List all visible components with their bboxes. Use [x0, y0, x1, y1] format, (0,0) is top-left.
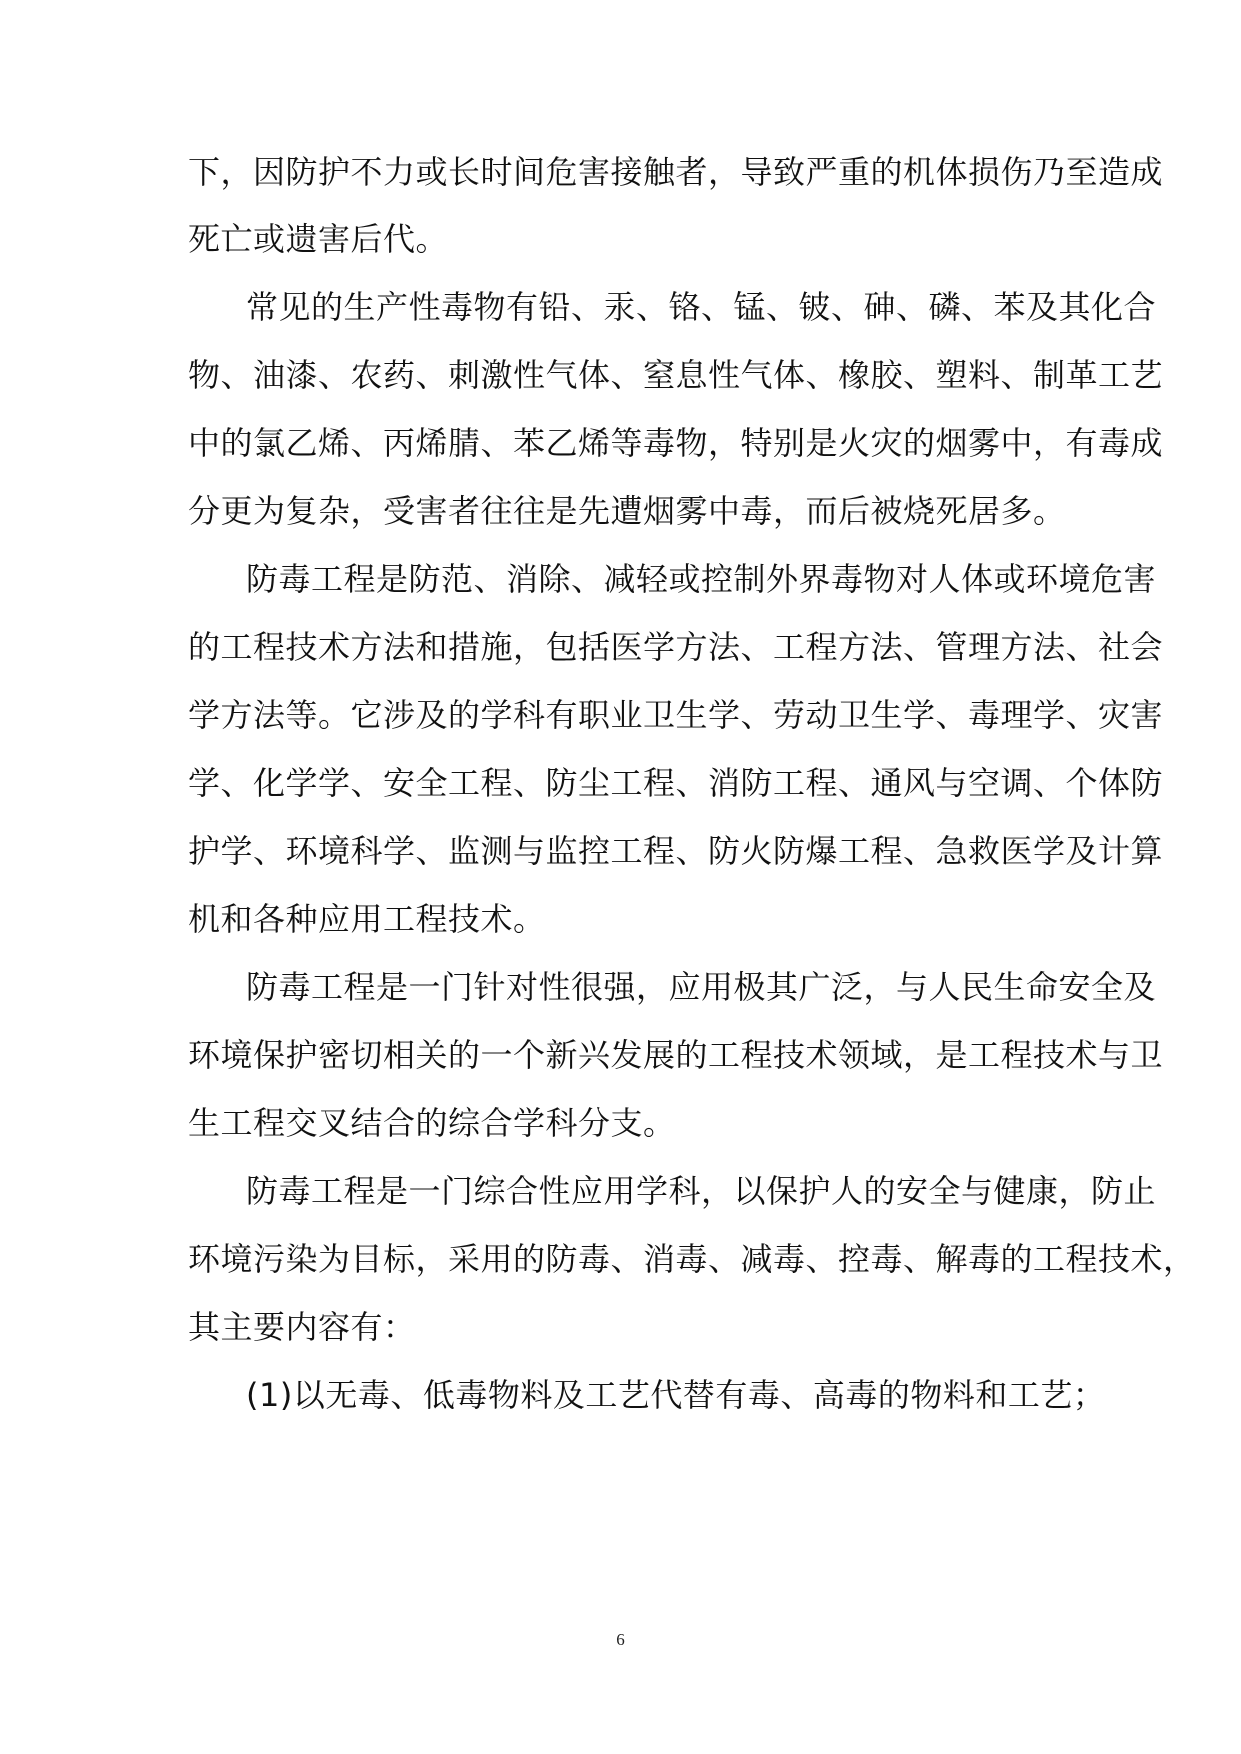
- text-line: 环境保护密切相关的一个新兴发展的工程技术领域，是工程技术与卫: [188, 1036, 1164, 1074]
- text-line: 防毒工程是防范、消除、减轻或控制外界毒物对人体或环境危害: [246, 560, 1157, 598]
- text-line: 环境污染为目标，采用的防毒、消毒、减毒、控毒、解毒的工程技术，: [188, 1240, 1196, 1278]
- text-line: 防毒工程是一门综合性应用学科，以保护人的安全与健康，防止: [246, 1172, 1157, 1210]
- text-line: 学方法等。它涉及的学科有职业卫生学、劳动卫生学、毒理学、灾害: [188, 696, 1164, 734]
- text-line: 中的氯乙烯、丙烯腈、苯乙烯等毒物，特别是火灾的烟雾中，有毒成: [188, 424, 1164, 462]
- text-line: 护学、环境科学、监测与监控工程、防火防爆工程、急救医学及计算: [188, 832, 1164, 870]
- text-line: 机和各种应用工程技术。: [188, 900, 546, 938]
- text-line: 学、化学学、安全工程、防尘工程、消防工程、通风与空调、个体防: [188, 764, 1164, 802]
- text-line: (1)以无毒、低毒物料及工艺代替有毒、高毒的物料和工艺；: [246, 1376, 1106, 1414]
- text-line: 防毒工程是一门针对性很强，应用极其广泛，与人民生命安全及: [246, 968, 1157, 1006]
- text-line: 的工程技术方法和措施，包括医学方法、工程方法、管理方法、社会: [188, 628, 1164, 666]
- text-line: 死亡或遗害后代。: [188, 220, 449, 258]
- text-line: 生工程交叉结合的综合学科分支。: [188, 1104, 676, 1142]
- text-line: 下，因防护不力或长时间危害接触者，导致严重的机体损伤乃至造成: [188, 153, 1164, 191]
- text-line: 物、油漆、农药、刺激性气体、窒息性气体、橡胶、塑料、制革工艺: [188, 356, 1164, 394]
- text-line: 常见的生产性毒物有铅、汞、铬、锰、铍、砷、磷、苯及其化合: [246, 288, 1157, 326]
- text-line: 分更为复杂，受害者往往是先遭烟雾中毒，而后被烧死居多。: [188, 492, 1066, 530]
- text-line: 其主要内容有：: [188, 1308, 416, 1346]
- page-number: 6: [616, 1630, 625, 1649]
